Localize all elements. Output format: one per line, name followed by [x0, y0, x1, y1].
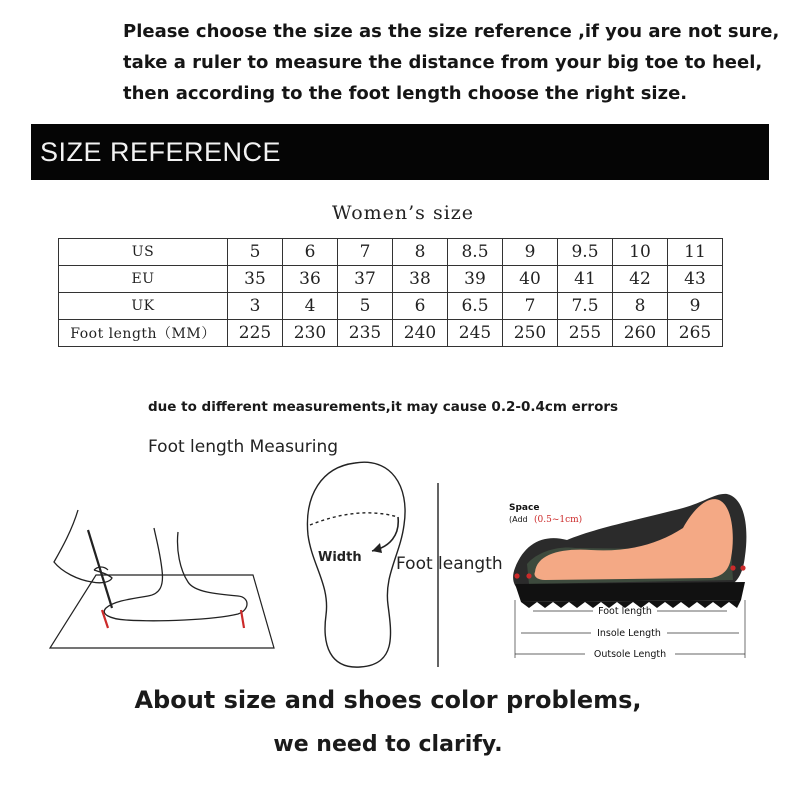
size-table-cell: 250	[503, 320, 558, 347]
size-table-row	[59, 293, 723, 320]
size-table-cell: 6	[393, 293, 448, 320]
size-table-cell: 5	[228, 239, 283, 266]
size-table-cell: 9	[503, 239, 558, 266]
foot-length-dimension-label: Foot length	[598, 606, 652, 617]
size-table-cell: 38	[393, 266, 448, 293]
shoe-insole-diagram	[505, 488, 755, 668]
footprint-illustration	[300, 455, 510, 675]
size-table-cell: 7	[503, 293, 558, 320]
size-table-cell: 9	[668, 293, 723, 320]
size-table-cell: 10	[613, 239, 668, 266]
add-prefix-label: (Add	[509, 515, 528, 524]
size-table-cell: 6.5	[448, 293, 503, 320]
size-table-cell: 43	[668, 266, 723, 293]
width-dashed-line	[310, 513, 398, 525]
size-table-cell: 7	[338, 239, 393, 266]
size-table-row	[59, 239, 723, 266]
toe-marker	[514, 573, 519, 578]
size-table-cell: 39	[448, 266, 503, 293]
size-table-cell: 245	[448, 320, 503, 347]
size-table-cell: 235	[338, 320, 393, 347]
measurement-error-note: due to different measurements,it may cause 0.2-0.4cm errors	[148, 399, 619, 415]
banner-title: SIZE REFERENCE	[40, 137, 282, 167]
size-table-row	[59, 266, 723, 293]
intro-line-3: then according to the foot length choose the right size.	[123, 83, 688, 104]
size-table-cell: 8	[613, 293, 668, 320]
size-table-cell: 265	[668, 320, 723, 347]
heel-mark	[241, 610, 244, 628]
size-table-cell: 6	[283, 239, 338, 266]
size-table-title: Women’s size	[331, 202, 475, 224]
space-label: Space	[509, 503, 540, 513]
clarify-heading: we need to clarify.	[273, 732, 503, 757]
heel-marker	[730, 565, 735, 570]
hand-measuring-illustration	[38, 500, 288, 660]
pen-icon	[88, 530, 112, 608]
width-label: Width	[318, 550, 362, 565]
width-arrow-icon	[372, 543, 382, 553]
size-table-row-label: US	[59, 239, 228, 266]
foot-outline	[104, 528, 247, 621]
size-table-row-label: EU	[59, 266, 228, 293]
intro-line-2: take a ruler to measure the distance from your big toe to heel,	[123, 52, 763, 73]
size-table-cell: 37	[338, 266, 393, 293]
size-table-cell: 260	[613, 320, 668, 347]
outsole-length-label: Outsole Length	[593, 649, 667, 660]
size-table-cell: 4	[283, 293, 338, 320]
space-add-value: (0.5~1cm)	[534, 515, 583, 525]
size-table-cell: 3	[228, 293, 283, 320]
size-table-row	[59, 320, 723, 347]
size-table-row-label: UK	[59, 293, 228, 320]
intro-text	[123, 16, 780, 109]
size-table-cell: 11	[668, 239, 723, 266]
size-table-cell: 36	[283, 266, 338, 293]
size-table-cell: 7.5	[558, 293, 613, 320]
size-table-cell: 225	[228, 320, 283, 347]
size-table-row-label: Foot length（MM）	[59, 320, 228, 347]
hand-outline	[54, 510, 112, 583]
size-table-cell: 5	[338, 293, 393, 320]
size-color-problems-heading: About size and shoes color problems,	[134, 686, 642, 714]
size-table-cell: 8.5	[448, 239, 503, 266]
size-table-cell: 255	[558, 320, 613, 347]
size-table-cell: 35	[228, 266, 283, 293]
shoe-sole	[515, 582, 745, 602]
size-table-cell: 41	[558, 266, 613, 293]
size-table	[58, 238, 723, 347]
intro-line-1: Please choose the size as the size reference ,if you are not sure,	[123, 21, 780, 42]
size-table-cell: 230	[283, 320, 338, 347]
insole-length-label: Insole Length	[597, 628, 661, 639]
size-reference-banner	[31, 124, 769, 180]
size-table-cell: 40	[503, 266, 558, 293]
size-table-cell: 8	[393, 239, 448, 266]
size-table-cell: 42	[613, 266, 668, 293]
size-table-cell: 240	[393, 320, 448, 347]
size-table-cell: 9.5	[558, 239, 613, 266]
foot-length-measuring-title: Foot length Measuring	[148, 437, 339, 457]
foot-length-label: Foot leangth	[396, 554, 503, 574]
